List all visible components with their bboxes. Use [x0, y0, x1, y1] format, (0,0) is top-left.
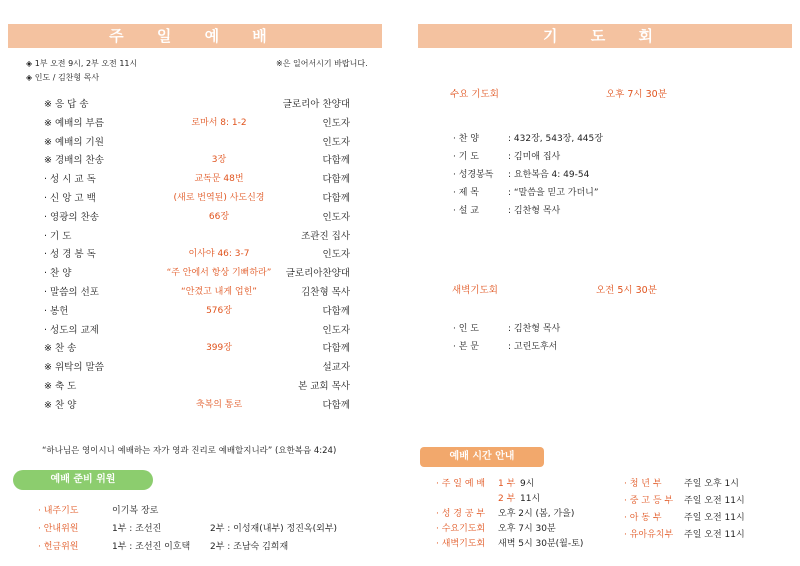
- schedule-time: 오후 2시 (봄, 가을): [498, 509, 575, 519]
- wed-item-value: : 432장, 543장, 445장: [508, 134, 603, 144]
- order-row: [44, 152, 350, 170]
- schedule-dept-label: · 유아유치부: [624, 530, 674, 540]
- service-times: ◈ 1부 오전 9시, 2부 오전 11시: [26, 59, 138, 68]
- order-detail: 교독문 48번: [194, 174, 244, 185]
- order-label: ※ 응 답 송: [44, 99, 89, 110]
- order-detail: (새로 번역된) 사도신경: [173, 193, 265, 203]
- diamond-icon: ◈: [26, 59, 35, 68]
- order-row: [44, 303, 350, 321]
- order-person: 김찬형 목사: [301, 287, 350, 298]
- wed-item-value: : 요한복음 4: 49-54: [508, 170, 590, 180]
- order-label: ※ 찬 양: [44, 399, 77, 411]
- committee-label: · 내주기도: [38, 506, 79, 516]
- wed-item-label: · 찬 양: [453, 134, 479, 144]
- order-person: 인도자: [322, 324, 350, 336]
- schedule-time: 오후 7시 30분: [498, 524, 556, 534]
- order-detail: 576장: [206, 305, 232, 316]
- order-row: [44, 322, 350, 340]
- order-row: [44, 378, 350, 396]
- wed-time: 오후 7시 30분: [606, 89, 667, 100]
- wed-item-label: · 기 도: [453, 152, 479, 162]
- order-row: [44, 96, 350, 114]
- schedule-dept-label: · 아 동 부: [624, 513, 662, 523]
- wed-item-value: : 김미애 집사: [508, 152, 561, 162]
- committee-label: · 헌금위원: [38, 542, 79, 552]
- order-label: · 성 시 교 독: [44, 174, 96, 186]
- order-label: ※ 찬 송: [44, 343, 77, 355]
- schedule-dept-time: 주일 오전 11시: [684, 496, 745, 506]
- order-person: 글로리아찬양대: [285, 268, 350, 280]
- order-label: · 찬 양: [44, 268, 72, 280]
- order-row: [44, 397, 350, 415]
- order-person: 인도자: [322, 249, 350, 261]
- wed-title: 수요 기도회: [450, 89, 499, 100]
- leader-line: ◈ 인도 / 김찬형 목사: [26, 73, 100, 82]
- schedule-dept-time: 주일 오전 11시: [684, 530, 745, 540]
- order-person: 글로리아 찬양대: [282, 99, 350, 110]
- order-detail: “주 안에서 항상 기뻐하라”: [166, 268, 272, 279]
- schedule-label: · 성 경 공 부: [436, 509, 486, 519]
- schedule-time: 9시: [520, 479, 535, 489]
- wed-item-label: · 설 교: [453, 206, 479, 216]
- order-person: 인도자: [322, 211, 350, 223]
- order-row: [44, 115, 350, 133]
- schedule-time: 11시: [520, 494, 541, 504]
- committee-value: 1부 : 조선진: [112, 524, 162, 534]
- dawn-title: 새벽기도회: [452, 285, 498, 296]
- order-person: 다함께: [322, 305, 350, 317]
- order-label: ※ 축 도: [44, 381, 77, 392]
- schedule-dept-label: · 청 년 부: [624, 479, 662, 489]
- order-person: 본 교회 목사: [298, 381, 350, 392]
- order-detail: 399장: [206, 343, 232, 354]
- order-detail: 로마서 8: 1-2: [191, 117, 247, 128]
- committee-label: · 안내위원: [38, 524, 79, 534]
- order-person: 설교자: [322, 362, 350, 374]
- order-person: 인도자: [322, 117, 350, 129]
- order-label: · 성 경 봉 독: [44, 249, 96, 261]
- schedule-label: · 주 일 예 배: [436, 479, 486, 489]
- dawn-time: 오전 5시 30분: [596, 285, 657, 296]
- wed-item-value: : 김찬형 목사: [508, 206, 561, 216]
- order-person: 조관진 집사: [301, 230, 350, 242]
- order-person: 다함께: [322, 343, 350, 355]
- order-label: ※ 예배의 기원: [44, 136, 104, 148]
- prayer-meeting-header: 기 도 회: [418, 24, 792, 48]
- order-detail: 축복의 통로: [195, 399, 243, 410]
- schedule-label: · 수요기도회: [436, 524, 486, 534]
- order-row: [44, 209, 350, 227]
- order-label: ※ 예배의 부름: [44, 117, 104, 129]
- schedule-part: 2 부: [498, 494, 516, 504]
- order-person: 다함께: [322, 174, 350, 186]
- dawn-item-label: · 인 도: [453, 324, 479, 334]
- order-label: · 신 앙 고 백: [44, 193, 96, 204]
- order-label: · 성도의 교제: [44, 324, 99, 336]
- order-label: · 말씀의 선포: [44, 287, 99, 298]
- diamond-icon: ◈: [26, 73, 35, 82]
- order-detail: 3장: [211, 155, 227, 166]
- order-row: [44, 246, 350, 264]
- order-label: ※ 위탁의 말씀: [44, 362, 104, 374]
- order-label: · 영광의 찬송: [44, 211, 99, 223]
- verse-quote: “하나님은 영이시니 예배하는 자가 영과 진리로 예배할지니라” (요한복음 4:24): [42, 446, 337, 456]
- wed-item-label: · 제 목: [453, 188, 479, 198]
- order-row: [44, 359, 350, 377]
- order-detail: 이사야 46: 3-7: [188, 249, 250, 260]
- order-person: 인도자: [322, 136, 350, 148]
- order-row: [44, 340, 350, 358]
- order-row: [44, 171, 350, 189]
- sunday-service-header: 주 일 예 배: [8, 24, 382, 48]
- schedule-part: 1 부: [498, 479, 516, 489]
- order-row: [44, 134, 350, 152]
- order-label: · 기 도: [44, 230, 72, 242]
- schedule-label: · 새벽기도회: [436, 539, 486, 549]
- schedule-time: 새벽 5시 30분(월-토): [498, 539, 584, 549]
- schedule-dept-time: 주일 오후 1시: [684, 479, 739, 489]
- standing-note: ※은 일어서시기 바랍니다.: [276, 59, 368, 68]
- order-label: · 봉헌: [44, 305, 69, 317]
- order-row: [44, 228, 350, 246]
- schedule-title: 예배 시간 안내: [420, 447, 544, 467]
- order-person: 다함께: [322, 399, 350, 411]
- schedule-dept-time: 주일 오전 11시: [684, 513, 745, 523]
- order-label: ※ 경배의 찬송: [44, 155, 104, 167]
- order-detail: “안겼고 내게 업힌”: [181, 287, 257, 297]
- committee-value-2: 2부 : 조남숙 김희재: [210, 542, 289, 552]
- dawn-item-label: · 본 문: [453, 342, 479, 352]
- wed-item-value: : “말씀을 믿고 가더니”: [508, 188, 599, 198]
- order-row: [44, 284, 350, 302]
- committee-title: 예배 준비 위원: [13, 470, 153, 490]
- dawn-item-value: : 고린도후서: [508, 342, 558, 352]
- committee-value: 1부 : 조선진 이호택: [112, 542, 191, 552]
- dawn-item-value: : 김찬형 목사: [508, 324, 561, 334]
- order-person: 다함께: [322, 155, 350, 167]
- committee-value: 이기복 장로: [112, 506, 159, 516]
- order-row: [44, 265, 350, 283]
- order-person: 다함께: [322, 193, 350, 204]
- order-detail: 66장: [208, 211, 230, 222]
- schedule-dept-label: · 중 고 등 부: [624, 496, 674, 506]
- order-row: [44, 190, 350, 208]
- committee-value-2: 2부 : 이성재(내부) 정진옥(외부): [210, 524, 338, 534]
- wed-item-label: · 성경봉독: [453, 170, 494, 180]
